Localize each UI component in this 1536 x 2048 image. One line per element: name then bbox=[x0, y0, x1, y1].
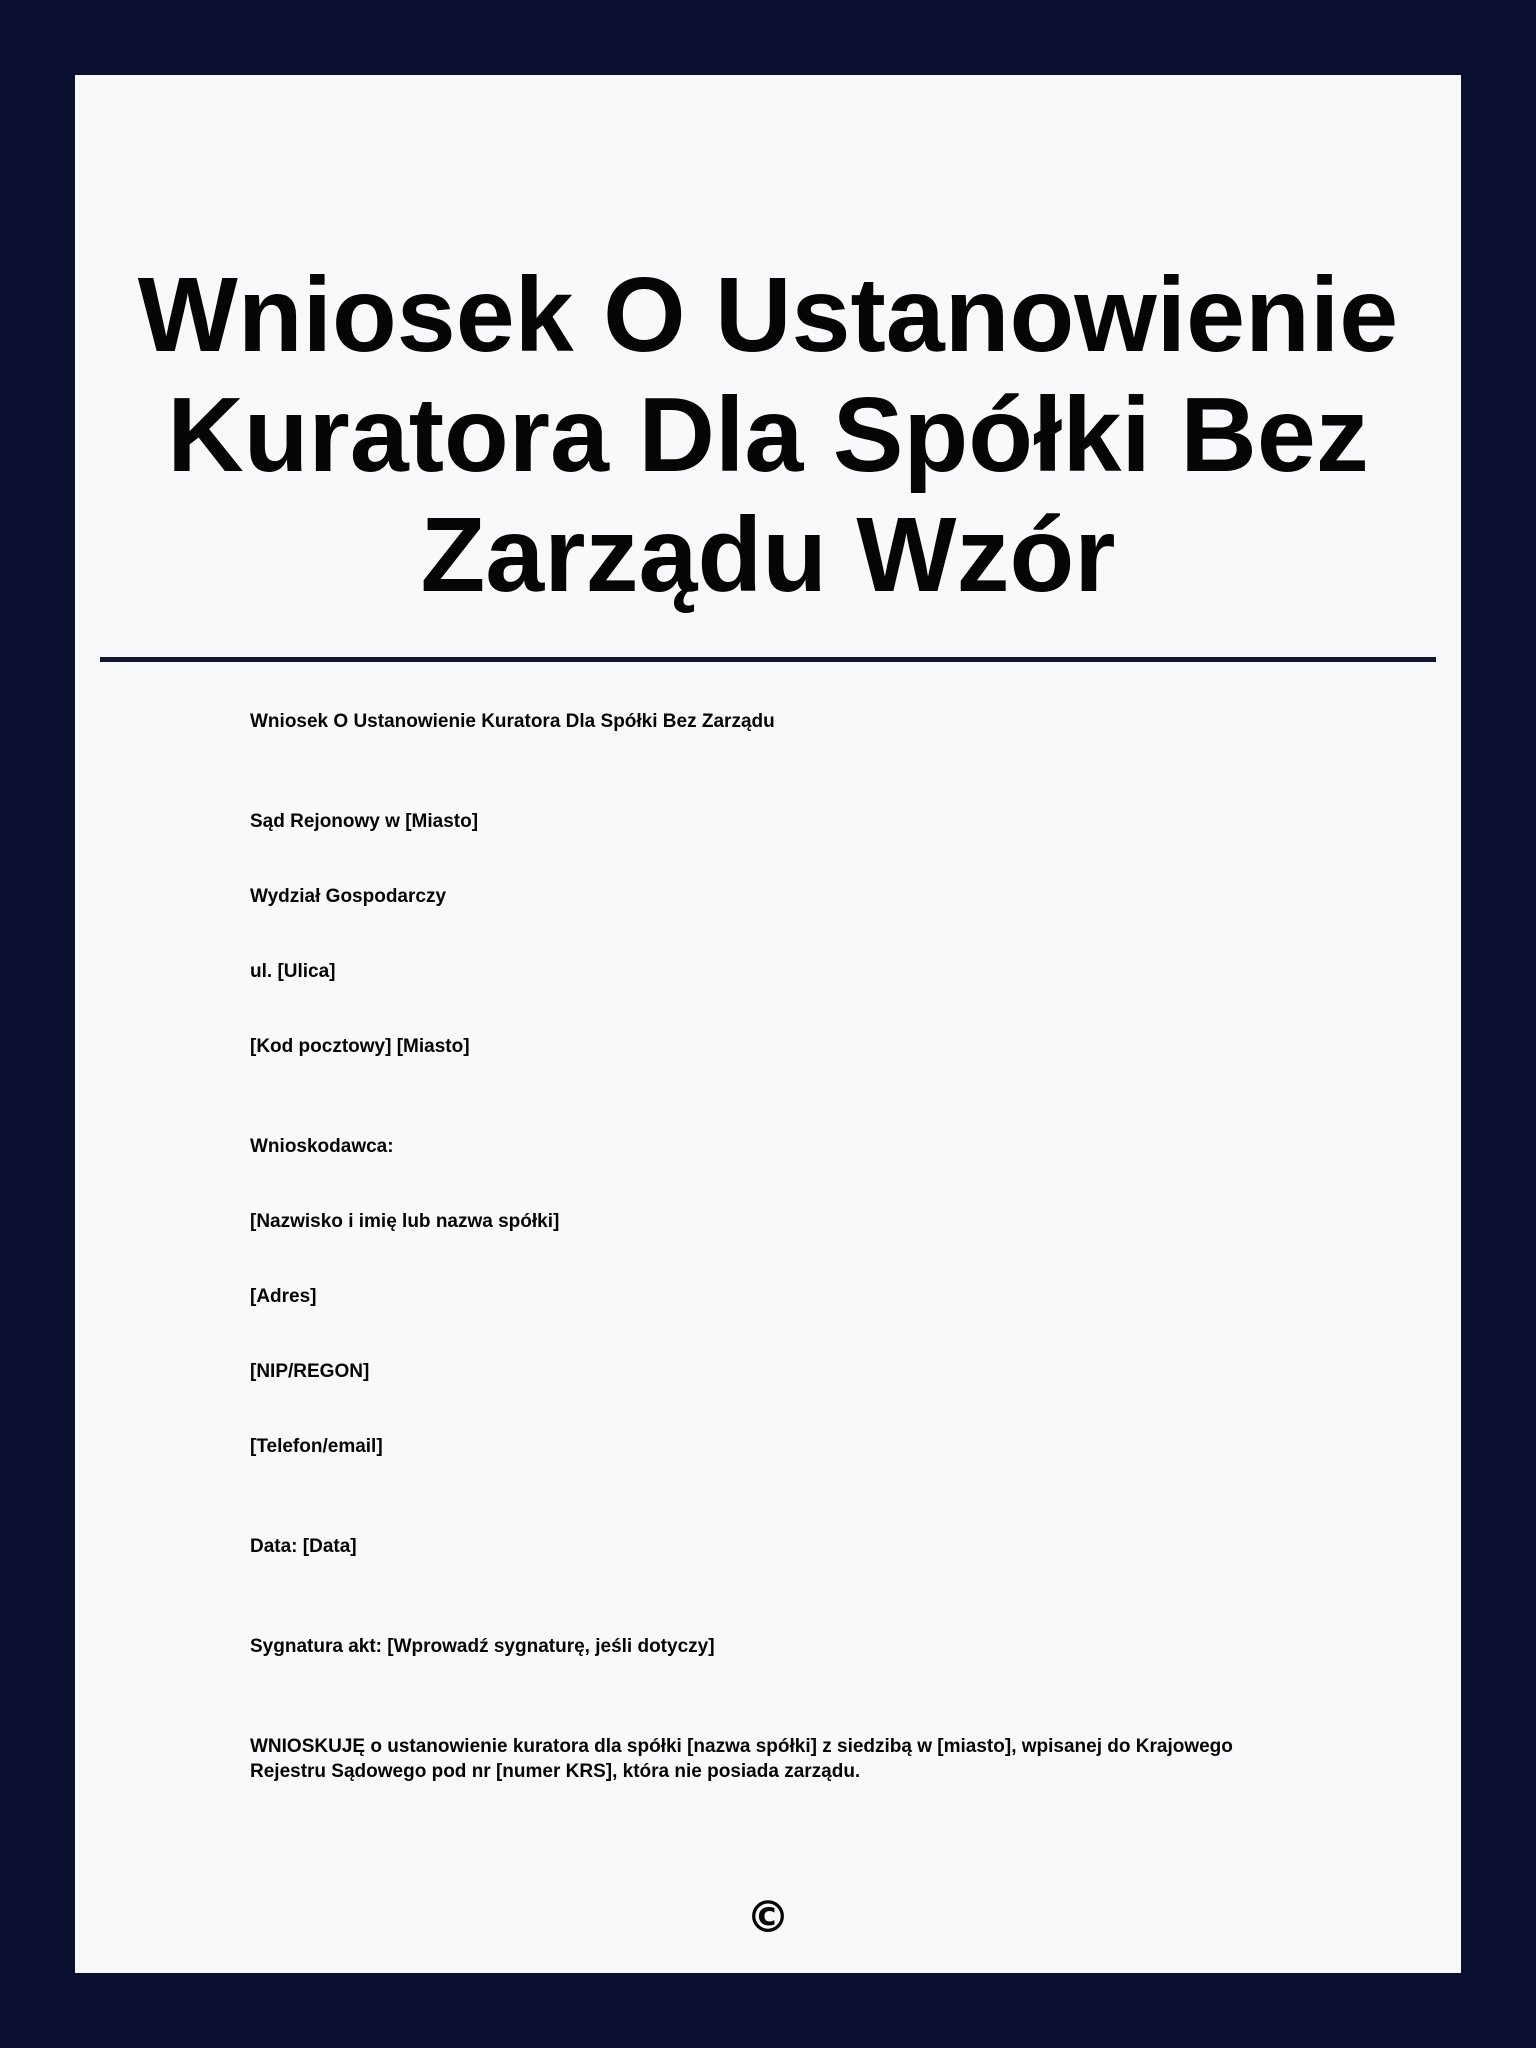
document-date: Data: [Data] bbox=[250, 1536, 357, 1557]
document-page bbox=[75, 75, 1461, 1973]
court-street: ul. [Ulica] bbox=[250, 961, 336, 982]
applicant-ids: [NIP/REGON] bbox=[250, 1361, 370, 1382]
title-divider bbox=[100, 657, 1436, 662]
document-title: Wniosek O Ustanowienie Kuratora Dla Spółki Bez Zarządu Wzór bbox=[137, 256, 1399, 614]
court-department: Wydział Gospodarczy bbox=[250, 886, 447, 907]
copyright-icon: © bbox=[746, 1892, 790, 1943]
applicant-contact: [Telefon/email] bbox=[250, 1436, 383, 1457]
court-name: Sąd Rejonowy w [Miasto] bbox=[250, 811, 479, 832]
case-number: Sygnatura akt: [Wprowadź sygnaturę, jeśli dotyczy] bbox=[250, 1636, 715, 1657]
applicant-name: [Nazwisko i imię lub nazwa spółki] bbox=[250, 1211, 560, 1232]
applicant-label: Wnioskodawca: bbox=[250, 1136, 394, 1157]
request-paragraph: WNIOSKUJĘ o ustanowienie kuratora dla spółki [nazwa spółki] z siedzibą w [miasto], wpisanej do Krajowego Rejestru Sądowego pod nr [numer KRS], która nie posiada zarządu. bbox=[250, 1736, 1233, 1782]
court-city: [Kod pocztowy] [Miasto] bbox=[250, 1036, 470, 1057]
document-heading: Wniosek O Ustanowienie Kuratora Dla Spółki Bez Zarządu bbox=[250, 711, 775, 732]
applicant-address: [Adres] bbox=[250, 1286, 317, 1307]
